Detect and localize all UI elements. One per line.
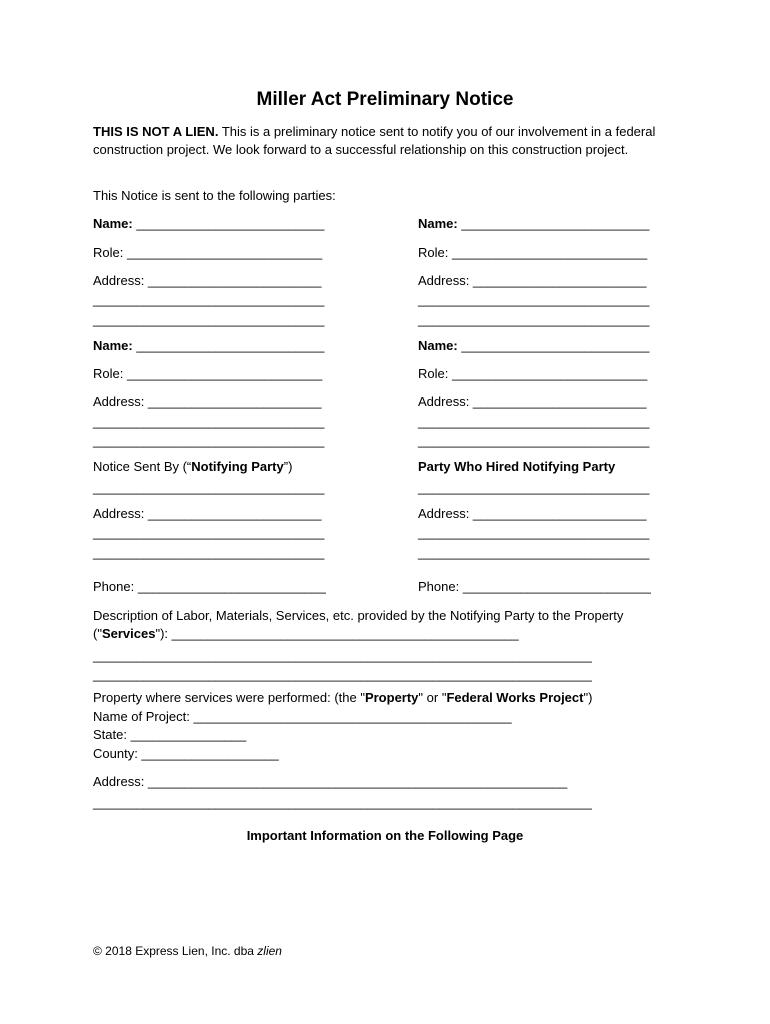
name-blank[interactable]: __________________________ xyxy=(461,338,650,353)
notifying-address-row xyxy=(93,506,321,522)
party1-address-line[interactable]: ________________________________ xyxy=(93,312,325,327)
following-page-notice: Important Information on the Following Page xyxy=(246,828,524,843)
property-prefix: Property where services were performed: (the " xyxy=(93,690,365,705)
address-blank[interactable]: ________________________ xyxy=(147,506,322,521)
party3-address-row xyxy=(93,394,321,410)
name-label: Name: xyxy=(418,338,462,353)
role-blank[interactable]: ___________________________ xyxy=(126,245,323,260)
copyright-text: © 2018 Express Lien, Inc. dba xyxy=(93,944,258,958)
role-blank[interactable]: ___________________________ xyxy=(451,245,648,260)
role-label: Role: xyxy=(93,245,127,260)
sent-by-prefix: Notice Sent By (“ xyxy=(93,459,192,474)
address-blank[interactable]: ________________________ xyxy=(472,394,647,409)
county-blank[interactable]: ___________________ xyxy=(141,746,279,761)
state-blank[interactable]: ________________ xyxy=(130,727,247,742)
role-blank[interactable]: ___________________________ xyxy=(451,366,648,381)
party3-role-row xyxy=(93,366,322,382)
name-label: Name: xyxy=(93,338,137,353)
party1-address-line[interactable]: ________________________________ xyxy=(93,292,325,307)
role-label: Role: xyxy=(418,366,452,381)
hiring-party-name-line[interactable]: ________________________________ xyxy=(418,480,650,495)
phone-label: Phone: xyxy=(93,579,138,594)
hiring-address-line[interactable]: ________________________________ xyxy=(418,525,650,540)
notice-sent-by-heading xyxy=(93,459,292,475)
party1-name-row xyxy=(93,216,324,232)
party2-role-row xyxy=(418,245,647,261)
phone-blank[interactable]: __________________________ xyxy=(137,579,326,594)
property-heading xyxy=(93,690,592,706)
services-blank[interactable]: ________________________________________________ xyxy=(171,626,519,641)
notifying-address-line[interactable]: ________________________________ xyxy=(93,525,325,540)
address-blank[interactable]: ________________________ xyxy=(147,394,322,409)
hiring-party-heading: Party Who Hired Notifying Party xyxy=(418,459,616,474)
state-label: State: xyxy=(93,727,131,742)
address-label: Address: xyxy=(93,506,148,521)
services-line[interactable]: _____________________________________________________________________ xyxy=(93,648,592,663)
property-address-row xyxy=(93,774,567,790)
property-mid: " or " xyxy=(418,690,447,705)
role-blank[interactable]: ___________________________ xyxy=(126,366,323,381)
intro-paragraph xyxy=(93,123,693,159)
address-blank[interactable]: ________________________ xyxy=(472,506,647,521)
services-description-label: Description of Labor, Materials, Services, etc. provided by the Notifying Party to the Property xyxy=(93,608,624,623)
state-row xyxy=(93,727,246,743)
name-blank[interactable]: __________________________ xyxy=(461,216,650,231)
name-label: Name: xyxy=(418,216,462,231)
address-label: Address: xyxy=(418,273,473,288)
address-label: Address: xyxy=(418,506,473,521)
hiring-address-line[interactable]: ________________________________ xyxy=(418,545,650,560)
party4-address-line[interactable]: ________________________________ xyxy=(418,414,650,429)
hiring-address-row xyxy=(418,506,646,522)
project-label: Name of Project: xyxy=(93,709,194,724)
address-blank[interactable]: __________________________________________________________ xyxy=(147,774,568,789)
notifying-address-line[interactable]: ________________________________ xyxy=(93,545,325,560)
party3-name-row xyxy=(93,338,324,354)
party2-name-row xyxy=(418,216,649,232)
party1-role-row xyxy=(93,245,322,261)
hiring-phone-row xyxy=(418,579,651,595)
name-blank[interactable]: __________________________ xyxy=(136,338,325,353)
party2-address-row xyxy=(418,273,646,289)
party4-name-row xyxy=(418,338,649,354)
name-blank[interactable]: __________________________ xyxy=(136,216,325,231)
party4-role-row xyxy=(418,366,647,382)
notifying-phone-row xyxy=(93,579,326,595)
copyright-footer xyxy=(93,943,282,959)
notifying-party-name-line[interactable]: ________________________________ xyxy=(93,480,325,495)
page-title: Miller Act Preliminary Notice xyxy=(256,89,514,110)
phone-blank[interactable]: __________________________ xyxy=(462,579,651,594)
intro-bold-lead: THIS IS NOT A LIEN. xyxy=(93,124,219,139)
address-label: Address: xyxy=(93,273,148,288)
name-label: Name: xyxy=(93,216,137,231)
party3-address-line[interactable]: ________________________________ xyxy=(93,433,325,448)
address-blank[interactable]: ________________________ xyxy=(472,273,647,288)
services-bold: Services xyxy=(101,626,156,641)
party2-address-line[interactable]: ________________________________ xyxy=(418,312,650,327)
project-blank[interactable]: ____________________________________________ xyxy=(193,709,512,724)
address-label: Address: xyxy=(93,394,148,409)
intro-text: This is a preliminary notice sent to notify you of our involvement in a federal construction project. We look forward to a successful relationship on this construction project. xyxy=(93,124,656,157)
property-address-line[interactable]: _____________________________________________________________________ xyxy=(93,795,592,810)
property-bold: Property xyxy=(364,690,419,705)
project-name-row xyxy=(93,709,512,725)
zlien-brand: zlien xyxy=(257,944,282,958)
party3-address-line[interactable]: ________________________________ xyxy=(93,414,325,429)
party2-address-line[interactable]: ________________________________ xyxy=(418,292,650,307)
county-row xyxy=(93,746,279,762)
phone-label: Phone: xyxy=(418,579,463,594)
services-close: "): xyxy=(155,626,172,641)
property-suffix: ") xyxy=(583,690,593,705)
services-line[interactable]: _____________________________________________________________________ xyxy=(93,667,592,682)
address-label: Address: xyxy=(418,394,473,409)
sent-by-suffix: ”) xyxy=(283,459,293,474)
party4-address-line[interactable]: ________________________________ xyxy=(418,433,650,448)
services-open: (" xyxy=(93,626,102,641)
county-label: County: xyxy=(93,746,142,761)
address-blank[interactable]: ________________________ xyxy=(147,273,322,288)
address-label: Address: xyxy=(93,774,148,789)
parties-heading: This Notice is sent to the following parties: xyxy=(93,188,336,203)
sent-by-bold: Notifying Party xyxy=(191,459,284,474)
federal-works-bold: Federal Works Project xyxy=(446,690,584,705)
role-label: Role: xyxy=(418,245,452,260)
party4-address-row xyxy=(418,394,646,410)
party1-address-row xyxy=(93,273,321,289)
role-label: Role: xyxy=(93,366,127,381)
services-row xyxy=(93,626,519,642)
